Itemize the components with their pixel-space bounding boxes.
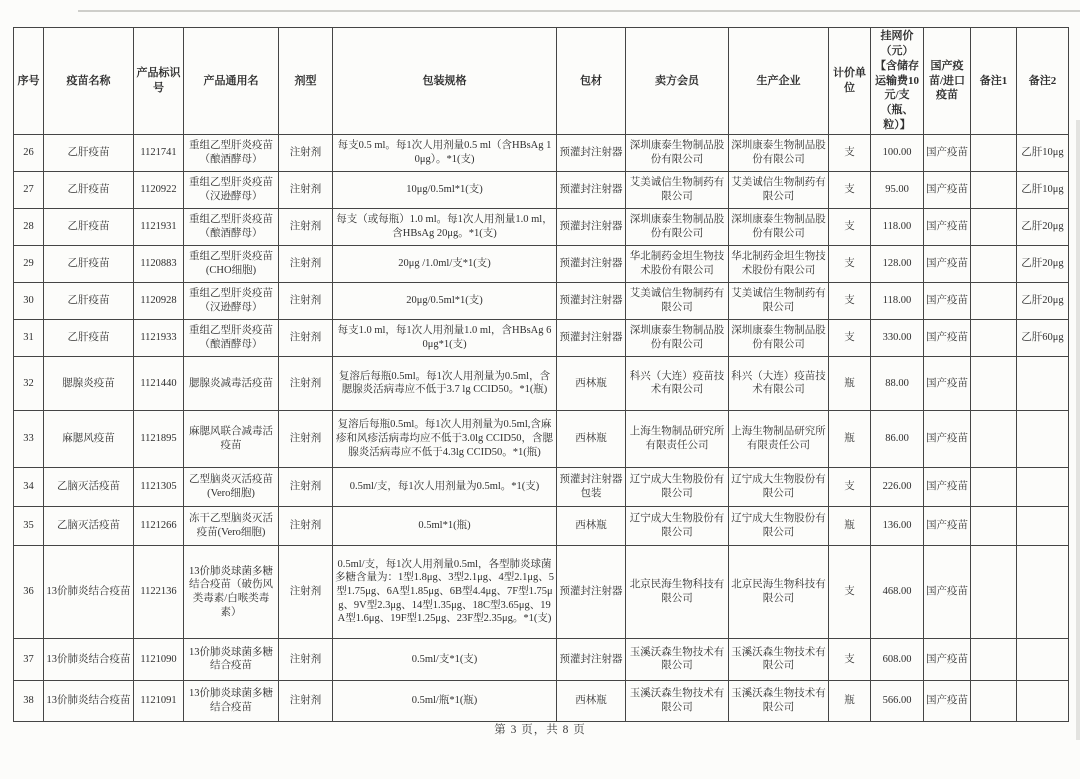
table-row <box>14 134 1069 171</box>
cell-package-spec: 0.5ml/支*1(支) <box>333 638 557 680</box>
cell-dosage-form: 注射剂 <box>279 545 333 638</box>
cell-no: 34 <box>14 467 44 506</box>
cell-note2: 乙肝20μg <box>1017 282 1069 319</box>
cell-package-spec: 0.5ml*1(瓶) <box>333 506 557 545</box>
table-row <box>14 245 1069 282</box>
table-row <box>14 319 1069 356</box>
cell-seller: 艾美诚信生物制药有限公司 <box>626 171 729 208</box>
cell-product-id: 1121266 <box>134 506 184 545</box>
cell-pricing-unit: 支 <box>829 545 871 638</box>
cell-seller: 艾美诚信生物制药有限公司 <box>626 282 729 319</box>
cell-product-id: 1121091 <box>134 680 184 721</box>
cell-generic-name: 重组乙型肝炎疫苗（酿酒酵母） <box>184 319 279 356</box>
cell-generic-name: 重组乙型肝炎疫苗（汉逊酵母） <box>184 282 279 319</box>
cell-package-material: 预灌封注射器 <box>557 319 626 356</box>
table-row <box>14 410 1069 467</box>
cell-generic-name: 13价肺炎球菌多糖结合疫苗 <box>184 638 279 680</box>
cell-dosage-form: 注射剂 <box>279 680 333 721</box>
cell-note1 <box>971 356 1017 410</box>
cell-pricing-unit: 瓶 <box>829 506 871 545</box>
cell-manufacturer: 上海生物制品研究所有限责任公司 <box>729 410 829 467</box>
cell-vaccine-name: 乙肝疫苗 <box>44 319 134 356</box>
cell-seller: 科兴（大连）疫苗技术有限公司 <box>626 356 729 410</box>
cell-note1 <box>971 506 1017 545</box>
cell-pricing-unit: 支 <box>829 319 871 356</box>
cell-seller: 辽宁成大生物股份有限公司 <box>626 467 729 506</box>
cell-seller: 玉溪沃森生物技术有限公司 <box>626 680 729 721</box>
cell-product-id: 1121305 <box>134 467 184 506</box>
cell-price: 566.00 <box>871 680 924 721</box>
table-header-row <box>14 28 1069 135</box>
cell-product-id: 1120883 <box>134 245 184 282</box>
cell-price: 95.00 <box>871 171 924 208</box>
cell-product-id: 1121895 <box>134 410 184 467</box>
cell-seller: 玉溪沃森生物技术有限公司 <box>626 638 729 680</box>
cell-package-material: 西林瓶 <box>557 410 626 467</box>
cell-generic-name: 重组乙型肝炎疫苗（酿酒酵母） <box>184 134 279 171</box>
cell-package-material: 预灌封注射器 <box>557 545 626 638</box>
cell-manufacturer: 艾美诚信生物制药有限公司 <box>729 282 829 319</box>
cell-vaccine-name: 13价肺炎结合疫苗 <box>44 680 134 721</box>
cell-vaccine-name: 乙肝疫苗 <box>44 282 134 319</box>
header-origin: 国产疫苗/进口疫苗 <box>924 28 971 135</box>
cell-note1 <box>971 282 1017 319</box>
cell-price: 608.00 <box>871 638 924 680</box>
table-row <box>14 282 1069 319</box>
cell-origin: 国产疫苗 <box>924 356 971 410</box>
cell-pricing-unit: 瓶 <box>829 680 871 721</box>
cell-origin: 国产疫苗 <box>924 410 971 467</box>
cell-dosage-form: 注射剂 <box>279 506 333 545</box>
cell-seller: 深圳康泰生物制品股份有限公司 <box>626 134 729 171</box>
cell-no: 35 <box>14 506 44 545</box>
table-row <box>14 356 1069 410</box>
cell-dosage-form: 注射剂 <box>279 171 333 208</box>
cell-package-material: 预灌封注射器 <box>557 638 626 680</box>
cell-seller: 北京民海生物科技有限公司 <box>626 545 729 638</box>
scan-artifact-edge <box>1076 120 1080 740</box>
cell-package-spec: 复溶后每瓶0.5ml。每1次人用剂量为0.5ml，含腮腺炎活病毒应不低于3.7 lg CCID50。*1(瓶) <box>333 356 557 410</box>
cell-generic-name: 重组乙型肝炎疫苗（汉逊酵母） <box>184 171 279 208</box>
cell-no: 27 <box>14 171 44 208</box>
cell-package-spec: 20μg/0.5ml*1(支) <box>333 282 557 319</box>
cell-manufacturer: 辽宁成大生物股份有限公司 <box>729 467 829 506</box>
cell-no: 26 <box>14 134 44 171</box>
cell-package-material: 西林瓶 <box>557 506 626 545</box>
cell-pricing-unit: 瓶 <box>829 410 871 467</box>
cell-package-material: 预灌封注射器 <box>557 134 626 171</box>
cell-vaccine-name: 13价肺炎结合疫苗 <box>44 545 134 638</box>
cell-manufacturer: 深圳康泰生物制品股份有限公司 <box>729 208 829 245</box>
cell-origin: 国产疫苗 <box>924 208 971 245</box>
cell-note1 <box>971 467 1017 506</box>
cell-no: 30 <box>14 282 44 319</box>
cell-dosage-form: 注射剂 <box>279 245 333 282</box>
cell-pricing-unit: 瓶 <box>829 356 871 410</box>
cell-package-material: 预灌封注射器 <box>557 245 626 282</box>
cell-price: 86.00 <box>871 410 924 467</box>
table-row <box>14 171 1069 208</box>
cell-note2: 乙肝60μg <box>1017 319 1069 356</box>
cell-generic-name: 乙型脑炎灭活疫苗(Vero细胞) <box>184 467 279 506</box>
cell-origin: 国产疫苗 <box>924 638 971 680</box>
cell-generic-name: 腮腺炎减毒活疫苗 <box>184 356 279 410</box>
cell-no: 37 <box>14 638 44 680</box>
cell-origin: 国产疫苗 <box>924 467 971 506</box>
cell-vaccine-name: 腮腺炎疫苗 <box>44 356 134 410</box>
cell-manufacturer: 华北制药金坦生物技术股份有限公司 <box>729 245 829 282</box>
cell-vaccine-name: 麻腮风疫苗 <box>44 410 134 467</box>
cell-package-material: 西林瓶 <box>557 356 626 410</box>
cell-vaccine-name: 乙肝疫苗 <box>44 245 134 282</box>
cell-manufacturer: 北京民海生物科技有限公司 <box>729 545 829 638</box>
cell-package-spec: 0.5ml/支，每1次人用剂量为0.5ml。*1(支) <box>333 467 557 506</box>
header-listed-price: 挂网价（元）【含储存运输费10元/支（瓶、粒）】 <box>871 28 924 135</box>
cell-price: 468.00 <box>871 545 924 638</box>
cell-product-id: 1120922 <box>134 171 184 208</box>
cell-no: 38 <box>14 680 44 721</box>
cell-price: 100.00 <box>871 134 924 171</box>
cell-package-spec: 每支1.0 ml，每1次人用剂量1.0 ml，含HBsAg 60μg*1(支) <box>333 319 557 356</box>
cell-manufacturer: 深圳康泰生物制品股份有限公司 <box>729 134 829 171</box>
cell-note1 <box>971 171 1017 208</box>
cell-package-material: 西林瓶 <box>557 680 626 721</box>
cell-note1 <box>971 208 1017 245</box>
cell-manufacturer: 玉溪沃森生物技术有限公司 <box>729 638 829 680</box>
cell-note2: 乙肝10μg <box>1017 134 1069 171</box>
cell-package-spec: 每支0.5 ml。每1次人用剂量0.5 ml（含HBsAg 10μg）。*1(支) <box>333 134 557 171</box>
cell-vaccine-name: 乙肝疫苗 <box>44 208 134 245</box>
table-row <box>14 680 1069 721</box>
table-body <box>14 134 1069 721</box>
cell-price: 136.00 <box>871 506 924 545</box>
cell-generic-name: 13价肺炎球菌多糖结合疫苗（破伤风类毒素/白喉类毒素） <box>184 545 279 638</box>
cell-origin: 国产疫苗 <box>924 506 971 545</box>
table-row <box>14 545 1069 638</box>
cell-seller: 华北制药金坦生物技术股份有限公司 <box>626 245 729 282</box>
cell-package-spec: 0.5ml/支，每1次人用剂量0.5ml，各型肺炎球菌多糖含量为：1型1.8μg、3型2.1μg、4型2.1μg、5型1.75μg、6A型1.85μg、6B型4.4μg、7F型1.75μg、9V型2.3μg、14型1.35μg、18C型3.65μg、19A型1.6μg、19F型1.25μg、23F型2.35μg。*1(支) <box>333 545 557 638</box>
table-row <box>14 638 1069 680</box>
cell-pricing-unit: 支 <box>829 638 871 680</box>
cell-seller: 上海生物制品研究所有限责任公司 <box>626 410 729 467</box>
cell-generic-name: 13价肺炎球菌多糖结合疫苗 <box>184 680 279 721</box>
header-seller: 卖方会员 <box>626 28 729 135</box>
cell-note1 <box>971 545 1017 638</box>
cell-product-id: 1121090 <box>134 638 184 680</box>
cell-manufacturer: 辽宁成大生物股份有限公司 <box>729 506 829 545</box>
cell-generic-name: 麻腮风联合减毒活疫苗 <box>184 410 279 467</box>
cell-origin: 国产疫苗 <box>924 545 971 638</box>
cell-no: 31 <box>14 319 44 356</box>
cell-note2: 乙肝10μg <box>1017 171 1069 208</box>
cell-manufacturer: 深圳康泰生物制品股份有限公司 <box>729 319 829 356</box>
cell-note2 <box>1017 680 1069 721</box>
cell-pricing-unit: 支 <box>829 467 871 506</box>
cell-note1 <box>971 319 1017 356</box>
cell-dosage-form: 注射剂 <box>279 356 333 410</box>
header-dosage-form: 剂型 <box>279 28 333 135</box>
cell-note2 <box>1017 506 1069 545</box>
cell-price: 118.00 <box>871 208 924 245</box>
cell-seller: 深圳康泰生物制品股份有限公司 <box>626 319 729 356</box>
cell-seller: 深圳康泰生物制品股份有限公司 <box>626 208 729 245</box>
cell-note2: 乙肝20μg <box>1017 245 1069 282</box>
header-product-id: 产品标识号 <box>134 28 184 135</box>
cell-vaccine-name: 乙肝疫苗 <box>44 171 134 208</box>
cell-note1 <box>971 410 1017 467</box>
cell-origin: 国产疫苗 <box>924 680 971 721</box>
cell-note2 <box>1017 356 1069 410</box>
cell-manufacturer: 玉溪沃森生物技术有限公司 <box>729 680 829 721</box>
header-package-material: 包材 <box>557 28 626 135</box>
cell-vaccine-name: 13价肺炎结合疫苗 <box>44 638 134 680</box>
cell-price: 330.00 <box>871 319 924 356</box>
cell-product-id: 1121741 <box>134 134 184 171</box>
cell-note2: 乙肝20μg <box>1017 208 1069 245</box>
header-note1: 备注1 <box>971 28 1017 135</box>
cell-package-spec: 复溶后每瓶0.5ml。每1次人用剂量为0.5ml,含麻疹和风疹活病毒均应不低于3.0lg CCID50，含腮腺炎活病毒应不低于4.3lg CCID50。*1(瓶) <box>333 410 557 467</box>
cell-package-spec: 每支（或每瓶）1.0 ml。每1次人用剂量1.0 ml，含HBsAg 20μg。*1(支) <box>333 208 557 245</box>
table-row <box>14 506 1069 545</box>
cell-no: 28 <box>14 208 44 245</box>
cell-package-spec: 20μg /1.0ml/支*1(支) <box>333 245 557 282</box>
cell-vaccine-name: 乙肝疫苗 <box>44 134 134 171</box>
cell-vaccine-name: 乙脑灭活疫苗 <box>44 506 134 545</box>
cell-pricing-unit: 支 <box>829 171 871 208</box>
cell-origin: 国产疫苗 <box>924 245 971 282</box>
header-pricing-unit: 计价单位 <box>829 28 871 135</box>
cell-note1 <box>971 134 1017 171</box>
table-row <box>14 208 1069 245</box>
cell-note2 <box>1017 467 1069 506</box>
cell-price: 88.00 <box>871 356 924 410</box>
cell-note2 <box>1017 638 1069 680</box>
cell-generic-name: 冻干乙型脑炎灭活疫苗(Vero细胞) <box>184 506 279 545</box>
cell-manufacturer: 科兴（大连）疫苗技术有限公司 <box>729 356 829 410</box>
vaccine-price-table <box>13 27 1069 722</box>
cell-package-material: 预灌封注射器 <box>557 171 626 208</box>
header-package-spec: 包装规格 <box>333 28 557 135</box>
cell-package-material: 预灌封注射器包装 <box>557 467 626 506</box>
cell-note2 <box>1017 410 1069 467</box>
cell-package-material: 预灌封注射器 <box>557 208 626 245</box>
header-vaccine-name: 疫苗名称 <box>44 28 134 135</box>
cell-pricing-unit: 支 <box>829 134 871 171</box>
cell-note1 <box>971 680 1017 721</box>
cell-product-id: 1122136 <box>134 545 184 638</box>
header-manufacturer: 生产企业 <box>729 28 829 135</box>
cell-product-id: 1121440 <box>134 356 184 410</box>
cell-pricing-unit: 支 <box>829 245 871 282</box>
page-number: 第 3 页，共 8 页 <box>494 724 586 736</box>
cell-dosage-form: 注射剂 <box>279 467 333 506</box>
cell-no: 36 <box>14 545 44 638</box>
cell-dosage-form: 注射剂 <box>279 319 333 356</box>
cell-no: 29 <box>14 245 44 282</box>
cell-note1 <box>971 245 1017 282</box>
cell-dosage-form: 注射剂 <box>279 282 333 319</box>
header-no: 序号 <box>14 28 44 135</box>
cell-product-id: 1121931 <box>134 208 184 245</box>
cell-dosage-form: 注射剂 <box>279 410 333 467</box>
cell-dosage-form: 注射剂 <box>279 638 333 680</box>
cell-origin: 国产疫苗 <box>924 319 971 356</box>
cell-product-id: 1121933 <box>134 319 184 356</box>
cell-no: 33 <box>14 410 44 467</box>
cell-note2 <box>1017 545 1069 638</box>
cell-pricing-unit: 支 <box>829 282 871 319</box>
cell-product-id: 1120928 <box>134 282 184 319</box>
header-generic-name: 产品通用名 <box>184 28 279 135</box>
cell-price: 118.00 <box>871 282 924 319</box>
cell-price: 226.00 <box>871 467 924 506</box>
cell-seller: 辽宁成大生物股份有限公司 <box>626 506 729 545</box>
cell-generic-name: 重组乙型肝炎疫苗(CHO细胞) <box>184 245 279 282</box>
cell-generic-name: 重组乙型肝炎疫苗（酿酒酵母） <box>184 208 279 245</box>
cell-no: 32 <box>14 356 44 410</box>
cell-dosage-form: 注射剂 <box>279 208 333 245</box>
cell-price: 128.00 <box>871 245 924 282</box>
header-note2: 备注2 <box>1017 28 1069 135</box>
cell-note1 <box>971 638 1017 680</box>
scan-artifact-line <box>78 10 1080 12</box>
cell-package-spec: 10μg/0.5ml*1(支) <box>333 171 557 208</box>
cell-package-material: 预灌封注射器 <box>557 282 626 319</box>
cell-origin: 国产疫苗 <box>924 282 971 319</box>
cell-pricing-unit: 支 <box>829 208 871 245</box>
table-row <box>14 467 1069 506</box>
cell-package-spec: 0.5ml/瓶*1(瓶) <box>333 680 557 721</box>
cell-dosage-form: 注射剂 <box>279 134 333 171</box>
cell-manufacturer: 艾美诚信生物制药有限公司 <box>729 171 829 208</box>
cell-origin: 国产疫苗 <box>924 171 971 208</box>
cell-vaccine-name: 乙脑灭活疫苗 <box>44 467 134 506</box>
cell-origin: 国产疫苗 <box>924 134 971 171</box>
